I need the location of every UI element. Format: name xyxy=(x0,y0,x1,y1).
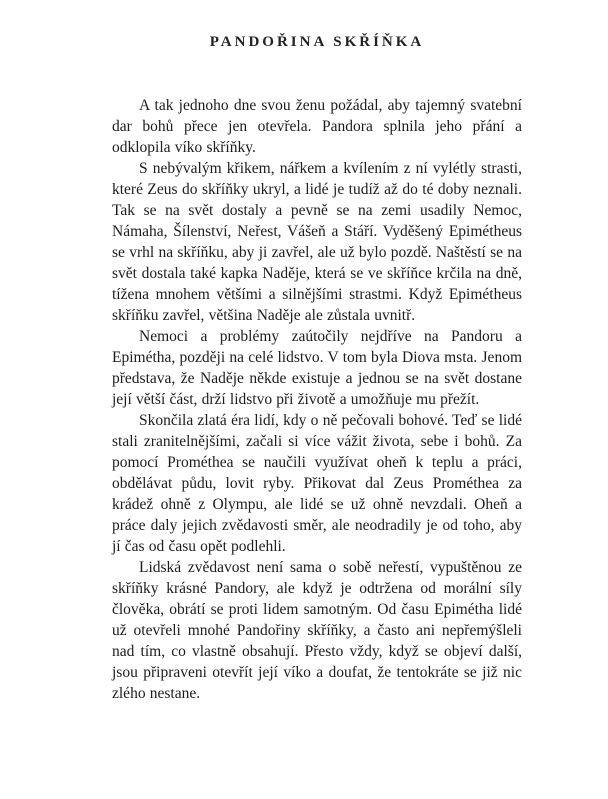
body-paragraph: Lidská zvědavost není sama o sobě neřestí, vypuštěnou ze skříňky krásné Pandory, ale když je odtržena od morální síly člověka, obrátí se proti lidem samotným. Od času Epimétha lidé už otevřeli mnohé Pandořiny skříňky, a často ani nepřemýšleli nad tím, co vlastně obsahují. Přesto vždy, když se objeví další, jsou připraveni otevřít její víko a doufat, že tentokráte se již nic zlého nestane. xyxy=(112,559,522,702)
page-title: PANDOŘINA SKŘÍŇKA xyxy=(209,34,425,50)
body-paragraph: Nemoci a problémy zaútočily nejdříve na Pandoru a Epimétha, později na celé lidstvo. V tom byla Diova msta. Jenom představa, že Naděje někde existuje a jednou se na svět dostane její větší část, drží lidstvo při životě a umožňuje mu přežít. xyxy=(112,328,522,408)
body-paragraph: S nebývalým křikem, nářkem a kvílením z ní vylétly strasti, které Zeus do skříňky ukryl, a lidé je tudíž až do té doby neznali. Tak se na svět dostaly a pevně se na zemi usadily Nemoc, Námaha, Šílenství, Neřest, Vášeň a Stáří. Vyděšený Epimétheus se vrhl na skříňku, aby ji zavřel, ale už bylo pozdě. Naštěstí se na svět dostala také kapka Naděje, která se ve skříňce krčila na dně, tížena mnohem většími a silnějšími strastmi. Když Epimétheus skříňku zavřel, většina Naděje ale zůstala uvnitř. xyxy=(112,160,522,324)
body-text xyxy=(112,95,522,704)
body-paragraph: A tak jednoho dne svou ženu požádal, aby tajemný svatební dar bohů přece jen otevřela. Pandora splnila jeho přání a odklopila víko skříňky. xyxy=(112,97,522,156)
body-paragraph: Skončila zlatá éra lidí, kdy o ně pečovali bohové. Teď se lidé stali zranitelnějšími, začali si více vážit života, sebe i bohů. Za pomocí Prométhea se naučili využívat oheň k teplu a práci, obdělávat půdu, lovit ryby. Přikovat dal Zeus Prométhea za krádež ohně z Olympu, ale lidé se už ohně nevzdali. Oheň a práce daly jejich zvědavosti směr, ale neodradily je od toho, aby jí čas od času opět podlehli. xyxy=(112,412,522,555)
